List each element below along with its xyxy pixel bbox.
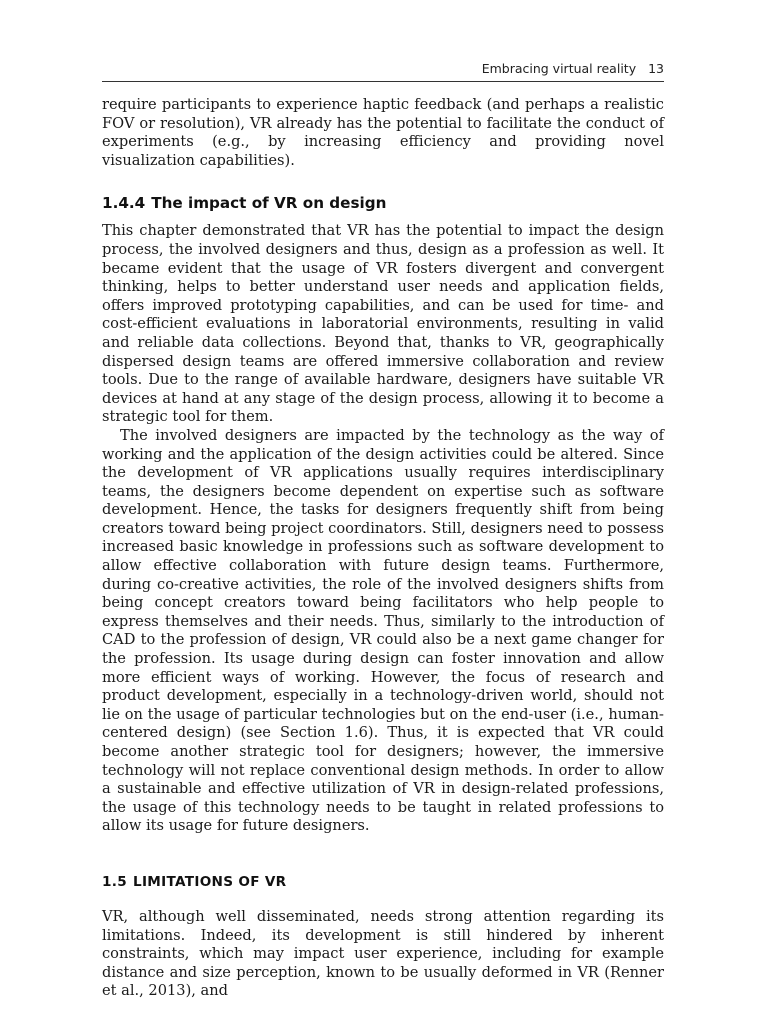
subsection-heading xyxy=(102,194,664,212)
running-title: Embracing virtual reality xyxy=(481,61,637,76)
section-title: LIMITATIONS OF VR xyxy=(132,873,287,890)
paragraph: The involved designers are impacted by the technology as the way of working and the application of the design activities could be altered. Since the development of VR applications usually requires interdisciplinary teams, the designers become dependent on expertise such as software development. Hence, the tasks for designers frequently shift from being creators toward being project coordinators. Still, designers need to possess increased basic knowledge in professions such as software development to allow effective collaboration with future design teams. Furthermore, during co-creative activities, the role of the involved designers shifts from being concept creators toward being facilitators who help people to express themselves and their needs. Thus, similarly to the introduction of CAD to the profession of design, VR could also be a next game changer for the profession. Its usage during design can foster innovation and allow more efficient ways of working. However, the focus of research and product development, especially in a technology-driven world, should not lie on the usage of particular technologies but on the end-user (i.e., human-centered design) (see Section 1.6). Thus, it is expected that VR could become another strategic tool for designers; however, the immersive technology will not replace conventional design methods. In order to allow a sustainable and effective utilization of VR in design-related professions, the usage of this technology needs to be taught in related professions to allow its usage for future designers. xyxy=(102,426,664,835)
page-number: 13 xyxy=(648,61,664,76)
subsection-number: 1.4.4 xyxy=(102,194,146,213)
page-body xyxy=(102,96,664,1001)
continued-paragraph: require participants to experience haptic feedback (and perhaps a realistic FOV or resolution), VR already has the potential to facilitate the conduct of experiments (e.g., by increasing efficiency and providing novel visualization capabilities). xyxy=(102,96,664,169)
subsection-title: The impact of VR on design xyxy=(151,194,387,213)
paragraph: This chapter demonstrated that VR has the potential to impact the design process, the involved designers and thus, design as a profession as well. It became evident that the usage of VR fosters divergent and convergent thinking, helps to better understand user needs and application fields, offers improved prototyping capabilities, and can be used for time- and cost-efficient evaluations in laboratorial environments, resulting in valid and reliable data collections. Beyond that, thanks to VR, geographically dispersed design teams are offered immersive collaboration and review tools. Due to the range of available hardware, designers have suitable VR devices at hand at any stage of the design process, allowing it to become a strategic tool for them. xyxy=(102,222,664,426)
section-number: 1.5 xyxy=(102,873,127,890)
running-header xyxy=(102,60,664,82)
section-heading xyxy=(102,874,664,890)
paragraph: VR, although well disseminated, needs strong attention regarding its limitations. Indeed, its development is still hindered by inherent constraints, which may impact user experience, including for example distance and size perception, known to be usually deformed in VR (Renner et al., 2013), and xyxy=(102,907,664,1000)
